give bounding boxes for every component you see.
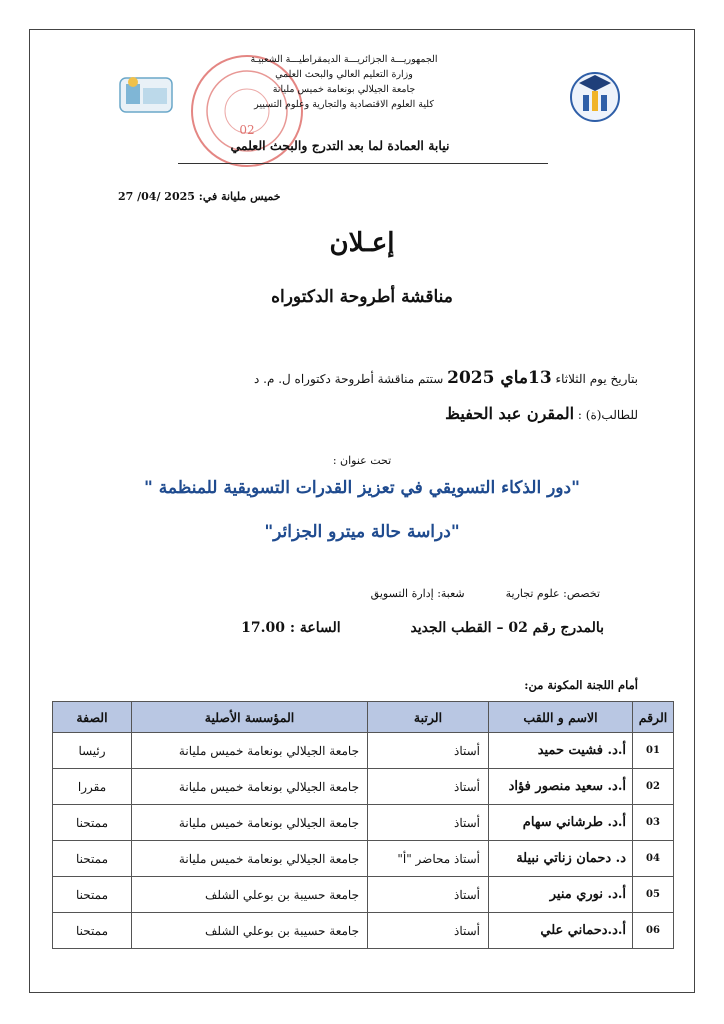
row-num: 03 xyxy=(633,805,674,841)
row-num: 04 xyxy=(633,841,674,877)
stamp-number: 02 xyxy=(239,123,255,137)
specialty: تخصص: علوم تجارية xyxy=(505,587,600,600)
row-role: ممتحنا xyxy=(53,805,132,841)
table-row xyxy=(53,733,674,769)
university-line: جامعة الجيلالي بونعامة خميس مليانة xyxy=(272,84,416,95)
row-name: أ.د.دحماني علي xyxy=(489,913,633,949)
time: الساعة : 17.00 xyxy=(241,620,341,636)
row-name: د. دحمان زناتي نبيلة xyxy=(489,841,633,877)
row-institution: جامعة الجيلالي بونعامة خميس مليانة xyxy=(132,733,368,769)
header-divider xyxy=(178,163,548,164)
thesis-title: "دور الذكاء التسويقي في تعزيز القدرات التسويقية للمنظمة " xyxy=(144,478,580,498)
date-label: خميس مليانة في: xyxy=(198,190,281,203)
table-row xyxy=(53,877,674,913)
defense-date: 13ماي 2025 xyxy=(447,368,552,388)
row-role: ممتحنا xyxy=(53,913,132,949)
date-value: 27 /04/ 2025 xyxy=(118,190,195,203)
date-prefix: بتاريخ يوم الثلاثاء xyxy=(555,372,638,386)
republic-line: الجمهوريـــة الجزائريـــة الديمقراطيـــة الشعبيـة xyxy=(250,54,438,65)
office-title: نيابة العمادة لما بعد التدرج والبحث العلمي xyxy=(230,138,450,153)
row-num: 01 xyxy=(633,733,674,769)
announcement-title: إعـلان xyxy=(329,228,395,258)
row-institution: جامعة حسيبة بن بوعلي الشلف xyxy=(132,913,368,949)
table-row xyxy=(53,805,674,841)
date-suffix: ستتم مناقشة أطروحة دكتوراه ل. م. د xyxy=(253,372,444,386)
defense-date-line xyxy=(254,368,638,388)
student-name: المقرن عبد الحفيظ xyxy=(445,404,575,423)
table-header-row xyxy=(53,702,674,733)
ministry-line: وزارة التعليم العالي والبحث العلمي xyxy=(275,69,413,80)
header-num: الرقم xyxy=(633,702,674,733)
row-name: أ.د. طرشاني سهام xyxy=(489,805,633,841)
table-row xyxy=(53,769,674,805)
row-name: أ.د. فشيت حميد xyxy=(489,733,633,769)
row-rank: أستاذ xyxy=(368,913,489,949)
date-row xyxy=(118,190,281,203)
row-institution: جامعة الجيلالي بونعامة خميس مليانة xyxy=(132,841,368,877)
row-institution: جامعة الجيلالي بونعامة خميس مليانة xyxy=(132,805,368,841)
header-block xyxy=(214,52,474,112)
row-rank: أستاذ xyxy=(368,877,489,913)
committee-table xyxy=(52,701,674,949)
row-num: 02 xyxy=(633,769,674,805)
specialty-line xyxy=(371,587,600,600)
faculty-logo-icon xyxy=(118,70,174,120)
student-line xyxy=(445,404,638,423)
row-name: أ.د. سعيد منصور فؤاد xyxy=(489,769,633,805)
header-institution: المؤسسة الأصلية xyxy=(132,702,368,733)
table-row xyxy=(53,841,674,877)
header-name: الاسم و اللقب xyxy=(489,702,633,733)
row-num: 05 xyxy=(633,877,674,913)
row-institution: جامعة حسيبة بن بوعلي الشلف xyxy=(132,877,368,913)
venue-line xyxy=(241,620,604,636)
header-role: الصفة xyxy=(53,702,132,733)
row-role: ممتحنا xyxy=(53,841,132,877)
row-role: ممتحنا xyxy=(53,877,132,913)
case-study-title: "دراسة حالة ميترو الجزائر" xyxy=(264,522,460,542)
student-label: للطالب(ة) : xyxy=(577,408,638,422)
row-rank: أستاذ xyxy=(368,733,489,769)
row-role: مقررا xyxy=(53,769,132,805)
header-rank: الرتبة xyxy=(368,702,489,733)
committee-label: أمام اللجنة المكونة من: xyxy=(524,678,638,692)
row-rank: أستاذ محاضر "أ" xyxy=(368,841,489,877)
announcement-subtitle: مناقشة أطروحة الدكتوراه xyxy=(271,287,453,307)
branch: شعبة: إدارة التسويق xyxy=(370,587,465,600)
row-num: 06 xyxy=(633,913,674,949)
row-rank: أستاذ xyxy=(368,769,489,805)
row-institution: جامعة الجيلالي بونعامة خميس مليانة xyxy=(132,769,368,805)
university-logo-icon xyxy=(565,65,625,125)
table-row xyxy=(53,913,674,949)
row-role: رئيسا xyxy=(53,733,132,769)
venue: بالمدرج رقم 02 – القطب الجديد xyxy=(410,620,604,636)
row-name: أ.د. نوري منير xyxy=(489,877,633,913)
under-title-label: تحت عنوان : xyxy=(332,454,392,467)
faculty-line: كلية العلوم الاقتصادية والتجارية وعلوم التسيير xyxy=(254,99,434,110)
row-rank: أستاذ xyxy=(368,805,489,841)
